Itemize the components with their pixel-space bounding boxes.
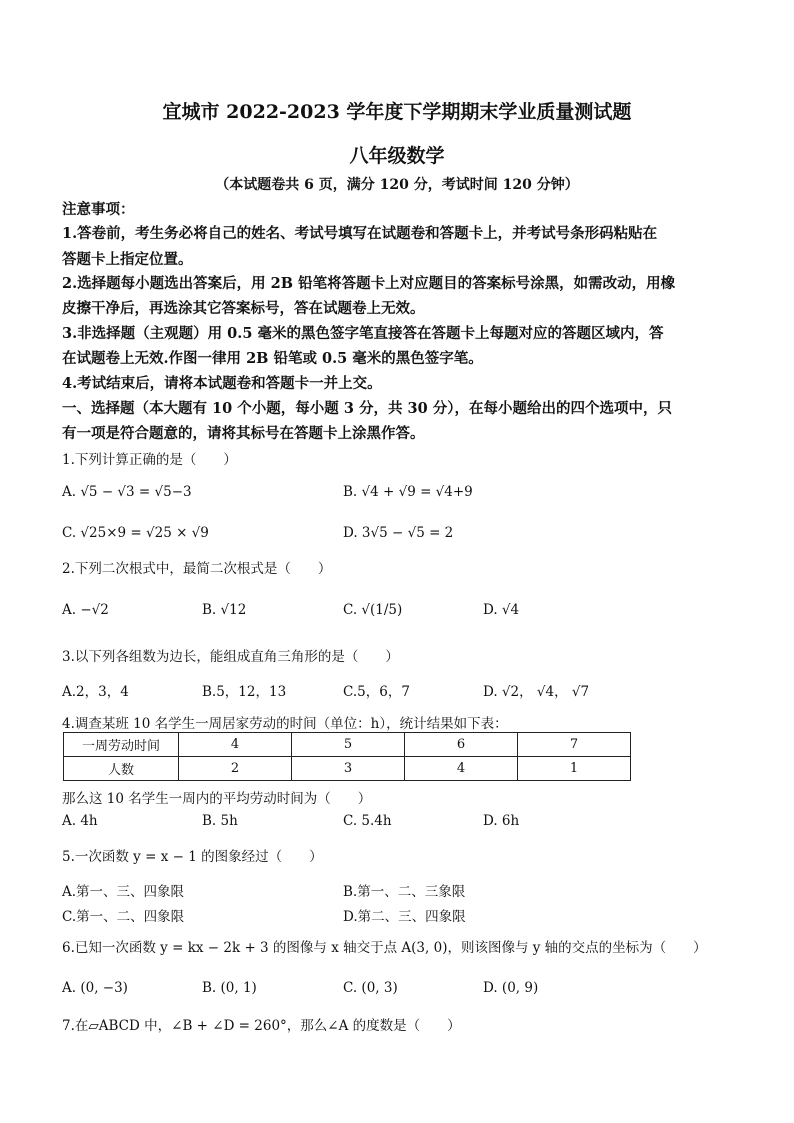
- option-a: A. (0, −3): [62, 980, 128, 996]
- option-a: A.第一、三、四象限: [62, 884, 185, 900]
- question-stem: 1.下列计算正确的是（ ）: [62, 452, 237, 468]
- notes-heading: 注意事项：: [62, 201, 135, 218]
- notes-line: 在试题卷上无效.作图一律用 2B 铅笔或 0.5 毫米的黑色签字笔。: [62, 350, 483, 367]
- notes-line: 1.答卷前，考生务必将自己的姓名、考试号填写在试题卷和答题卡上，并考试号条形码粘贴在: [62, 225, 658, 242]
- option-c: C. (0, 3): [343, 980, 398, 996]
- notes-line: 3.非选择题（主观题）用 0.5 毫米的黑色签字笔直接答在答题卡上每题对应的答题区域内，答: [62, 325, 664, 342]
- table-cell: 1: [518, 757, 631, 781]
- table-row: [64, 757, 631, 781]
- row-header: 人数: [64, 757, 179, 781]
- option-d: D. 3√5 − √5 = 2: [343, 525, 454, 541]
- row-header: 一周劳动时间: [64, 733, 179, 757]
- option-b: B. √12: [202, 602, 247, 618]
- notes-line: 2.选择题每小题选出答案后，用 2B 铅笔将答题卡上对应题目的答案标号涂黑，如需改动，用橡: [62, 275, 676, 292]
- exam-title: 宜城市 2022-2023 学年度下学期期末学业质量测试题: [162, 101, 632, 123]
- table-cell: 6: [405, 733, 518, 757]
- question-stem: 4.调查某班 10 名学生一周居家劳动的时间（单位：h），统计结果如下表：: [62, 716, 508, 732]
- question-stem: 5.一次函数 y = x − 1 的图象经过（ ）: [62, 849, 323, 865]
- table-cell: 2: [179, 757, 292, 781]
- option-c: C. 5.4h: [343, 813, 392, 829]
- question-followup: 那么这 10 名学生一周内的平均劳动时间为（ ）: [62, 791, 372, 807]
- question-stem: 3.以下列各组数为边长，能组成直角三角形的是（ ）: [62, 649, 399, 665]
- option-b: B.5，12，13: [202, 684, 287, 700]
- notes-line: 4.考试结束后，请将本试题卷和答题卡一并上交。: [62, 375, 382, 392]
- option-b: B. (0, 1): [202, 980, 257, 996]
- exam-info: （本试题卷共 6 页，满分 120 分，考试时间 120 分钟）: [215, 177, 579, 193]
- option-a: A.2，3，4: [62, 684, 129, 700]
- option-a: A. 4h: [62, 813, 98, 829]
- labor-time-table: [63, 732, 631, 781]
- table-cell: 4: [179, 733, 292, 757]
- option-c: C.第一、二、四象限: [62, 909, 185, 925]
- section-heading: 有一项是符合题意的，请将其标号在答题卡上涂黑作答。: [62, 425, 425, 442]
- table-cell: 4: [405, 757, 518, 781]
- option-a: A. −√2: [62, 602, 109, 618]
- section-heading: 一、选择题（本大题有 10 个小题，每小题 3 分，共 30 分），在每小题给出的四个选项中，只: [62, 400, 672, 417]
- option-d: D.第二、三、四象限: [343, 909, 466, 925]
- table-cell: 3: [292, 757, 405, 781]
- table-cell: 7: [518, 733, 631, 757]
- table-row: [64, 733, 631, 757]
- option-d: D. (0, 9): [483, 980, 539, 996]
- question-stem: 6.已知一次函数 y = kx − 2k + 3 的图像与 x 轴交于点 A(3, 0)，则该图像与 y 轴的交点的坐标为（ ）: [62, 940, 707, 956]
- exam-subject: 八年级数学: [349, 145, 445, 167]
- question-stem: 2.下列二次根式中，最简二次根式是（ ）: [62, 561, 332, 577]
- option-b: B. √4 + √9 = √4+9: [343, 484, 473, 500]
- notes-line: 皮擦干净后，再选涂其它答案标号，答在试题卷上无效。: [62, 300, 425, 317]
- question-stem: 7.在▱ABCD 中，∠B + ∠D = 260°，那么∠A 的度数是（ ）: [62, 1018, 461, 1034]
- option-b: B.第一、二、三象限: [343, 884, 466, 900]
- option-c: C. √(1/5): [343, 602, 403, 618]
- option-d: D. √4: [483, 602, 520, 618]
- notes-line: 答题卡上指定位置。: [62, 251, 193, 268]
- option-c: C.5，6，7: [343, 684, 410, 700]
- option-b: B. 5h: [202, 813, 238, 829]
- option-d: D. 6h: [483, 813, 520, 829]
- table-cell: 5: [292, 733, 405, 757]
- option-c: C. √25×9 = √25 × √9: [62, 525, 209, 541]
- option-d: D. √2， √4， √7: [483, 684, 590, 700]
- option-a: A. √5 − √3 = √5−3: [62, 484, 192, 500]
